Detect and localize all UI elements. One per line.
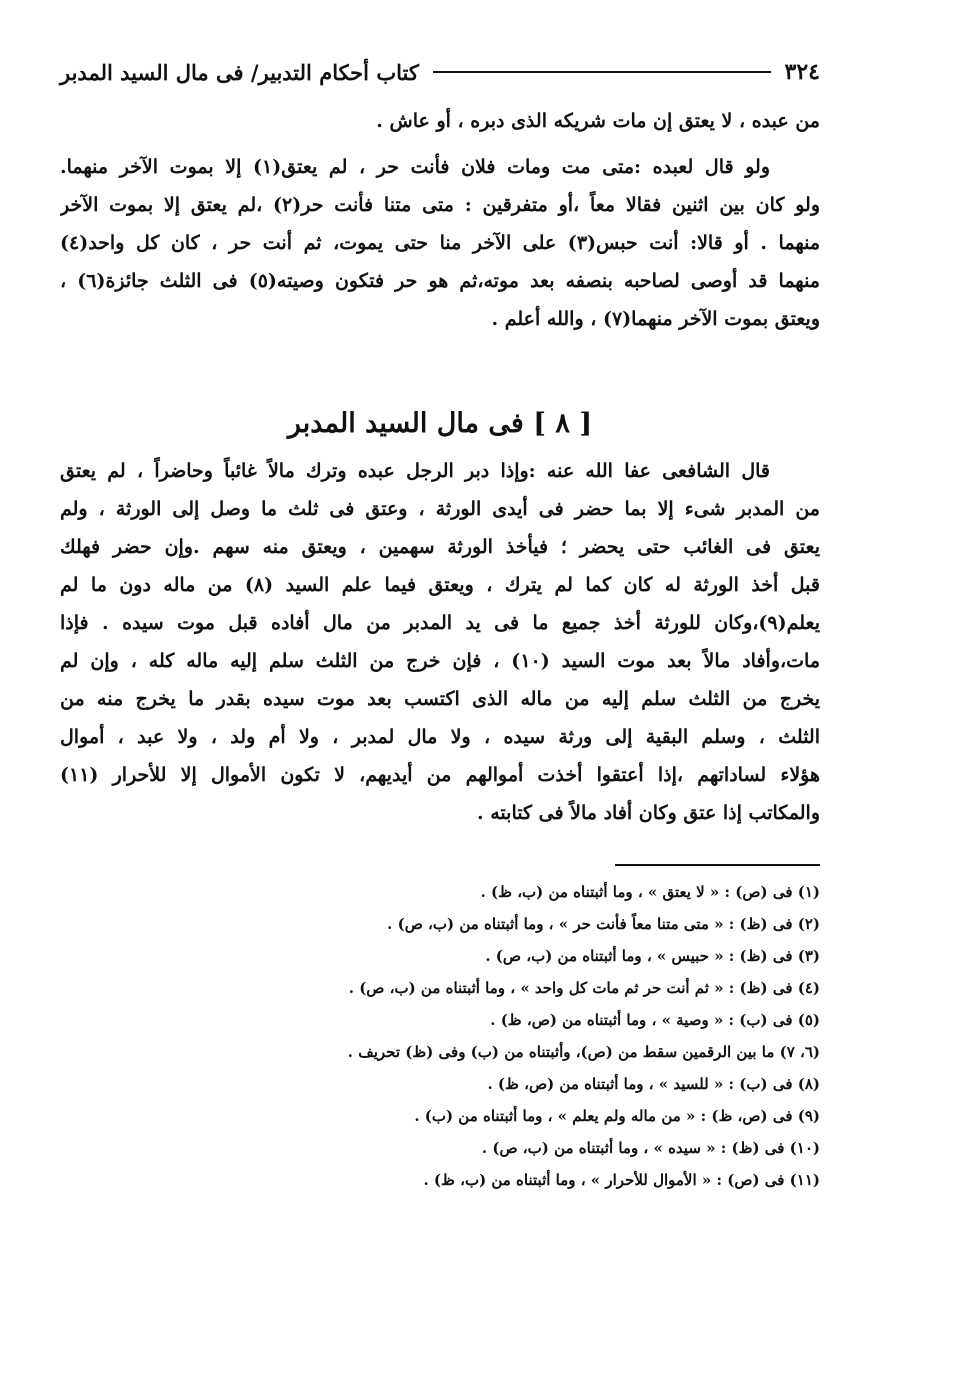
- footnote: (٤) فى (ظ) : « ثم أنت حر ثم مات كل واحد » ، وما أثبتناه من (ب، ص) .: [348, 979, 820, 997]
- header-rule: [433, 71, 771, 73]
- section-title: [ ٨ ] فى مال السيد المدبر: [287, 408, 593, 439]
- footnote: (١) فى (ص) : « لا يعتق » ، وما أثبتناه من (ب، ظ) .: [480, 883, 820, 901]
- text-line: من المدبر شىء إلا بما حضر فى أيدى الورثة ، وعتق فى ثلث ما وصل إلى الورثة ، ولم: [60, 498, 820, 520]
- book-page: [60, 52, 820, 1196]
- text-line: ويعتق بموت الآخر منهما(٧) ، والله أعلم .: [491, 308, 820, 330]
- paragraph-1: [60, 148, 820, 338]
- intro-text: [60, 102, 820, 140]
- text-line: قبل أخذ الورثة له كان كما لم يترك ، ويعتق فيما علم السيد (٨) من ماله دون ما لم: [60, 574, 820, 596]
- footnote: (٥) فى (ب) : « وصية » ، وما أثبتناه من (ص، ظ) .: [490, 1011, 820, 1029]
- footnote: (٢) فى (ظ) : « متى متنا معاً فأنت حر » ، وما أثبتناه من (ب، ص) .: [387, 915, 820, 933]
- footnote-rule: [615, 864, 820, 866]
- footnote: (١١) فى (ص) : « الأموال للأحرار » ، وما أثبتناه من (ب، ظ) .: [423, 1171, 820, 1189]
- running-header: [60, 52, 820, 92]
- footnote: (٣) فى (ظ) : « حبيس » ، وما أثبتناه من (ب، ص) .: [485, 947, 820, 965]
- text-line: يعتق فى الغائب حتى يحضر ؛ فيأخذ الورثة سهمين ، ويعتق منه سهم .وإن حضر فهلك: [60, 536, 820, 558]
- footnote: (٩) فى (ص، ظ) : « من ماله ولم يعلم » ، وما أثبتناه من (ب) .: [414, 1107, 820, 1125]
- text-line: والمكاتب إذا عتق وكان أفاد مالاً فى كتابته .: [477, 802, 820, 824]
- footnote: (٦، ٧) ما بين الرقمين سقط من (ص)، وأثبتناه من (ب) وفى (ظ) تحريف .: [347, 1043, 820, 1061]
- text-line: ولو كان بين اثنين فقالا معاً ،أو متفرقين : متى متنا فأنت حر(٢) ،لم يعتق إلا بموت الآخر: [60, 194, 820, 216]
- text-line: منهما . أو قالا: أنت حبس(٣) على الآخر منا حتى يموت، ثم أنت حر ، كان كل واحد(٤): [60, 232, 820, 254]
- footnote: (٨) فى (ب) : « للسيد » ، وما أثبتناه من (ص، ظ) .: [487, 1075, 820, 1093]
- text-line: ولو قال لعبده :متى مت ومات فلان فأنت حر ، لم يعتق(١) إلا بموت الآخر منهما.: [60, 156, 770, 178]
- text-line: من عبده ، لا يعتق إن مات شريكه الذى دبره ، أو عاش .: [376, 110, 820, 132]
- page-number: ٣٢٤: [784, 59, 820, 85]
- section-body: [60, 452, 820, 832]
- text-line: يعلم(٩)،وكان للورثة أخذ جميع ما فى يد المدبر من مال أفاده قبل موت سيده . فإذا: [60, 612, 820, 634]
- text-line: يخرج من الثلث سلم إليه من ماله الذى اكتسب بعد موت سيده بقدر ما يخرج منه من: [60, 688, 820, 710]
- text-line: مات،وأفاد مالاً بعد موت السيد (١٠) ، فإن خرج من الثلث سلم إليه ماله كله ، وإن لم: [60, 650, 820, 672]
- text-line: الثلث ، وسلم البقية إلى ورثة سيده ، ولا مال لمدبر ، ولا أم ولد ، ولا عبد ، أموال: [60, 726, 820, 748]
- footnote: (١٠) فى (ظ) : « سيده » ، وما أثبتناه من (ب، ص) .: [481, 1139, 820, 1157]
- text-line: منهما قد أوصى لصاحبه بنصفه بعد موته،ثم هو حر فتكون وصيته(٥) فى الثلث جائزة(٦) ،: [60, 270, 820, 292]
- running-title: كتاب أحكام التدبير/ فى مال السيد المدبر: [60, 59, 419, 85]
- footnotes: [60, 876, 820, 1196]
- text-line: قال الشافعى عفا الله عنه :وإذا دبر الرجل عبده وترك مالاً غائباً وحاضراً ، لم يعتق: [60, 460, 770, 482]
- text-line: هؤلاء لساداتهم ،إذا أعتقوا أخذت أموالهم من أيديهم، لا تكون الأموال إلا للأحرار (١١): [60, 764, 820, 786]
